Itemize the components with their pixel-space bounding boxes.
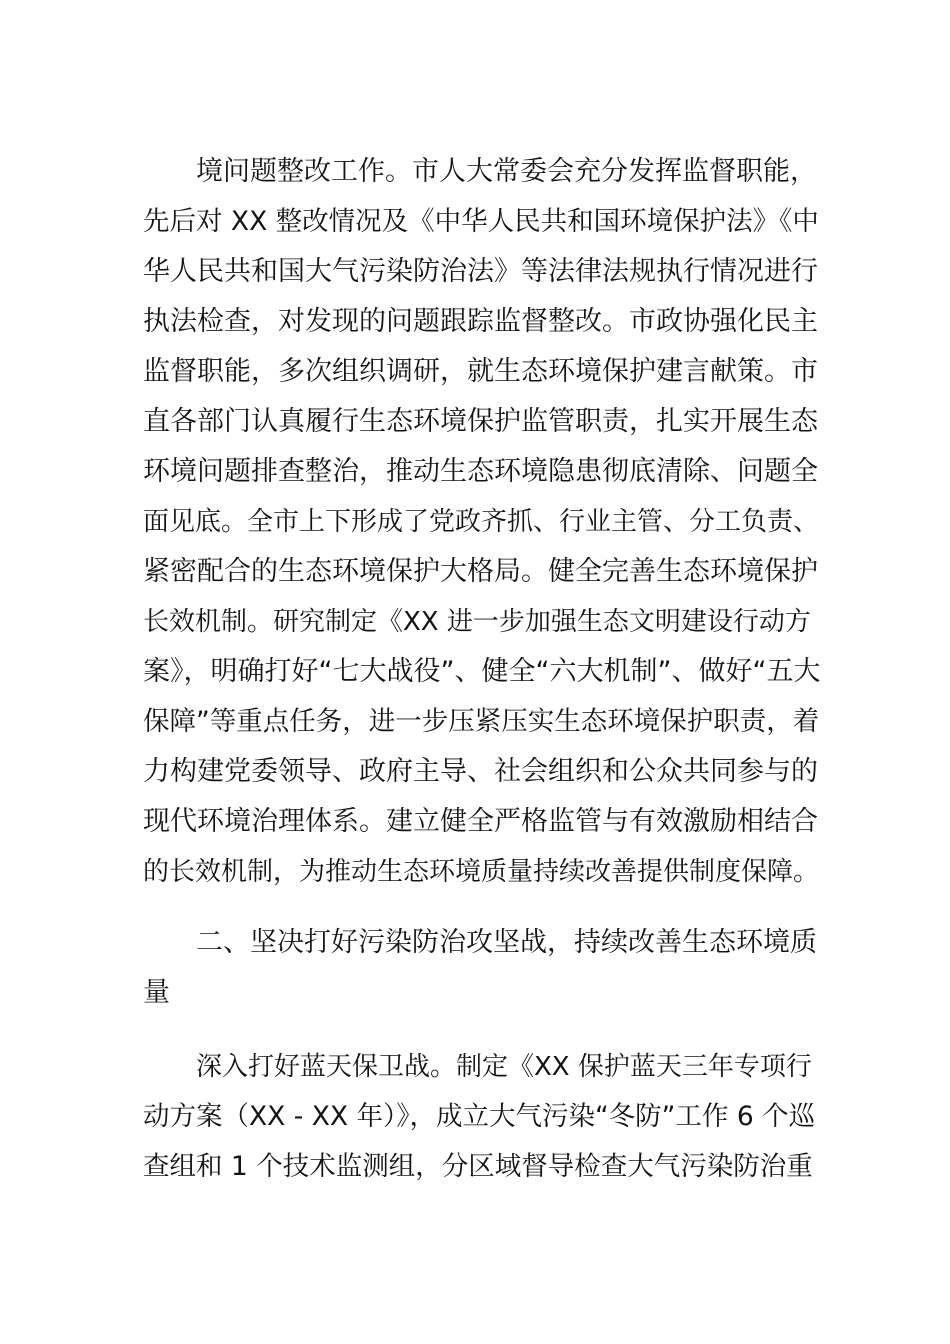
paragraph-1-line-4: 执法检查，对发现的问题跟踪监督整改。市政协强化民主: [143, 306, 818, 337]
paragraph-1-line-9: 紧密配合的生态环境保护大格局。健全完善生态环境保护: [143, 556, 818, 587]
paragraph-1-line-8: 面见底。全市上下形成了党政齐抓、行业主管、分工负责、: [143, 507, 820, 537]
paragraph-1-line-5: 监督职能，多次组织调研，就生态环境保护建言献策。市: [143, 356, 818, 387]
paragraph-2-line-1: 深入打好蓝天保卫战。制定《XX 保护蓝天三年专项行: [196, 1052, 812, 1082]
paragraph-1-line-1: 境问题整改工作。市人大常委会充分发挥监督职能，: [196, 156, 817, 187]
paragraph-1-line-3: 华人民共和国大气污染防治法》等法律法规执行情况进行: [143, 256, 818, 287]
paragraph-1-line-7: 环境问题排查整治，推动生态环境隐患彻底清除、问题全: [143, 456, 818, 487]
paragraph-2-line-2: 动方案（XX - XX 年）》，成立大气污染“冬防”工作 6 个巡: [143, 1101, 816, 1132]
paragraph-1-line-12: 保障”等重点任务，进一步压紧压实生态环境保护职责，着: [143, 706, 820, 737]
section-heading-line-2: 量: [143, 977, 170, 1008]
paragraph-2-line-3: 查组和 1 个技术监测组，分区域督导检查大气污染防治重: [143, 1151, 813, 1182]
paragraph-1-line-10: 长效机制。研究制定《XX 进一步加强生态文明建设行动方: [143, 607, 811, 637]
paragraph-1-line-13: 力构建党委领导、政府主导、社会组织和公众共同参与的: [143, 756, 818, 787]
paragraph-1-line-15: 的长效机制，为推动生态环境质量持续改善提供制度保障。: [143, 857, 820, 887]
paragraph-1-line-2: 先后对 XX 整改情况及《中华人民共和国环境保护法》《中: [143, 206, 819, 237]
paragraph-1-line-11: 案》，明确打好“七大战役”、健全“六大机制”、做好“五大: [143, 656, 821, 687]
section-heading-line-1: 二、坚决打好污染防治攻坚战，持续改善生态环境质: [196, 927, 817, 958]
paragraph-1-line-14: 现代环境治理体系。建立健全严格监管与有效激励相结合: [143, 806, 818, 837]
paragraph-1-line-6: 直各部门认真履行生态环境保护监管职责，扎实开展生态: [143, 406, 818, 437]
